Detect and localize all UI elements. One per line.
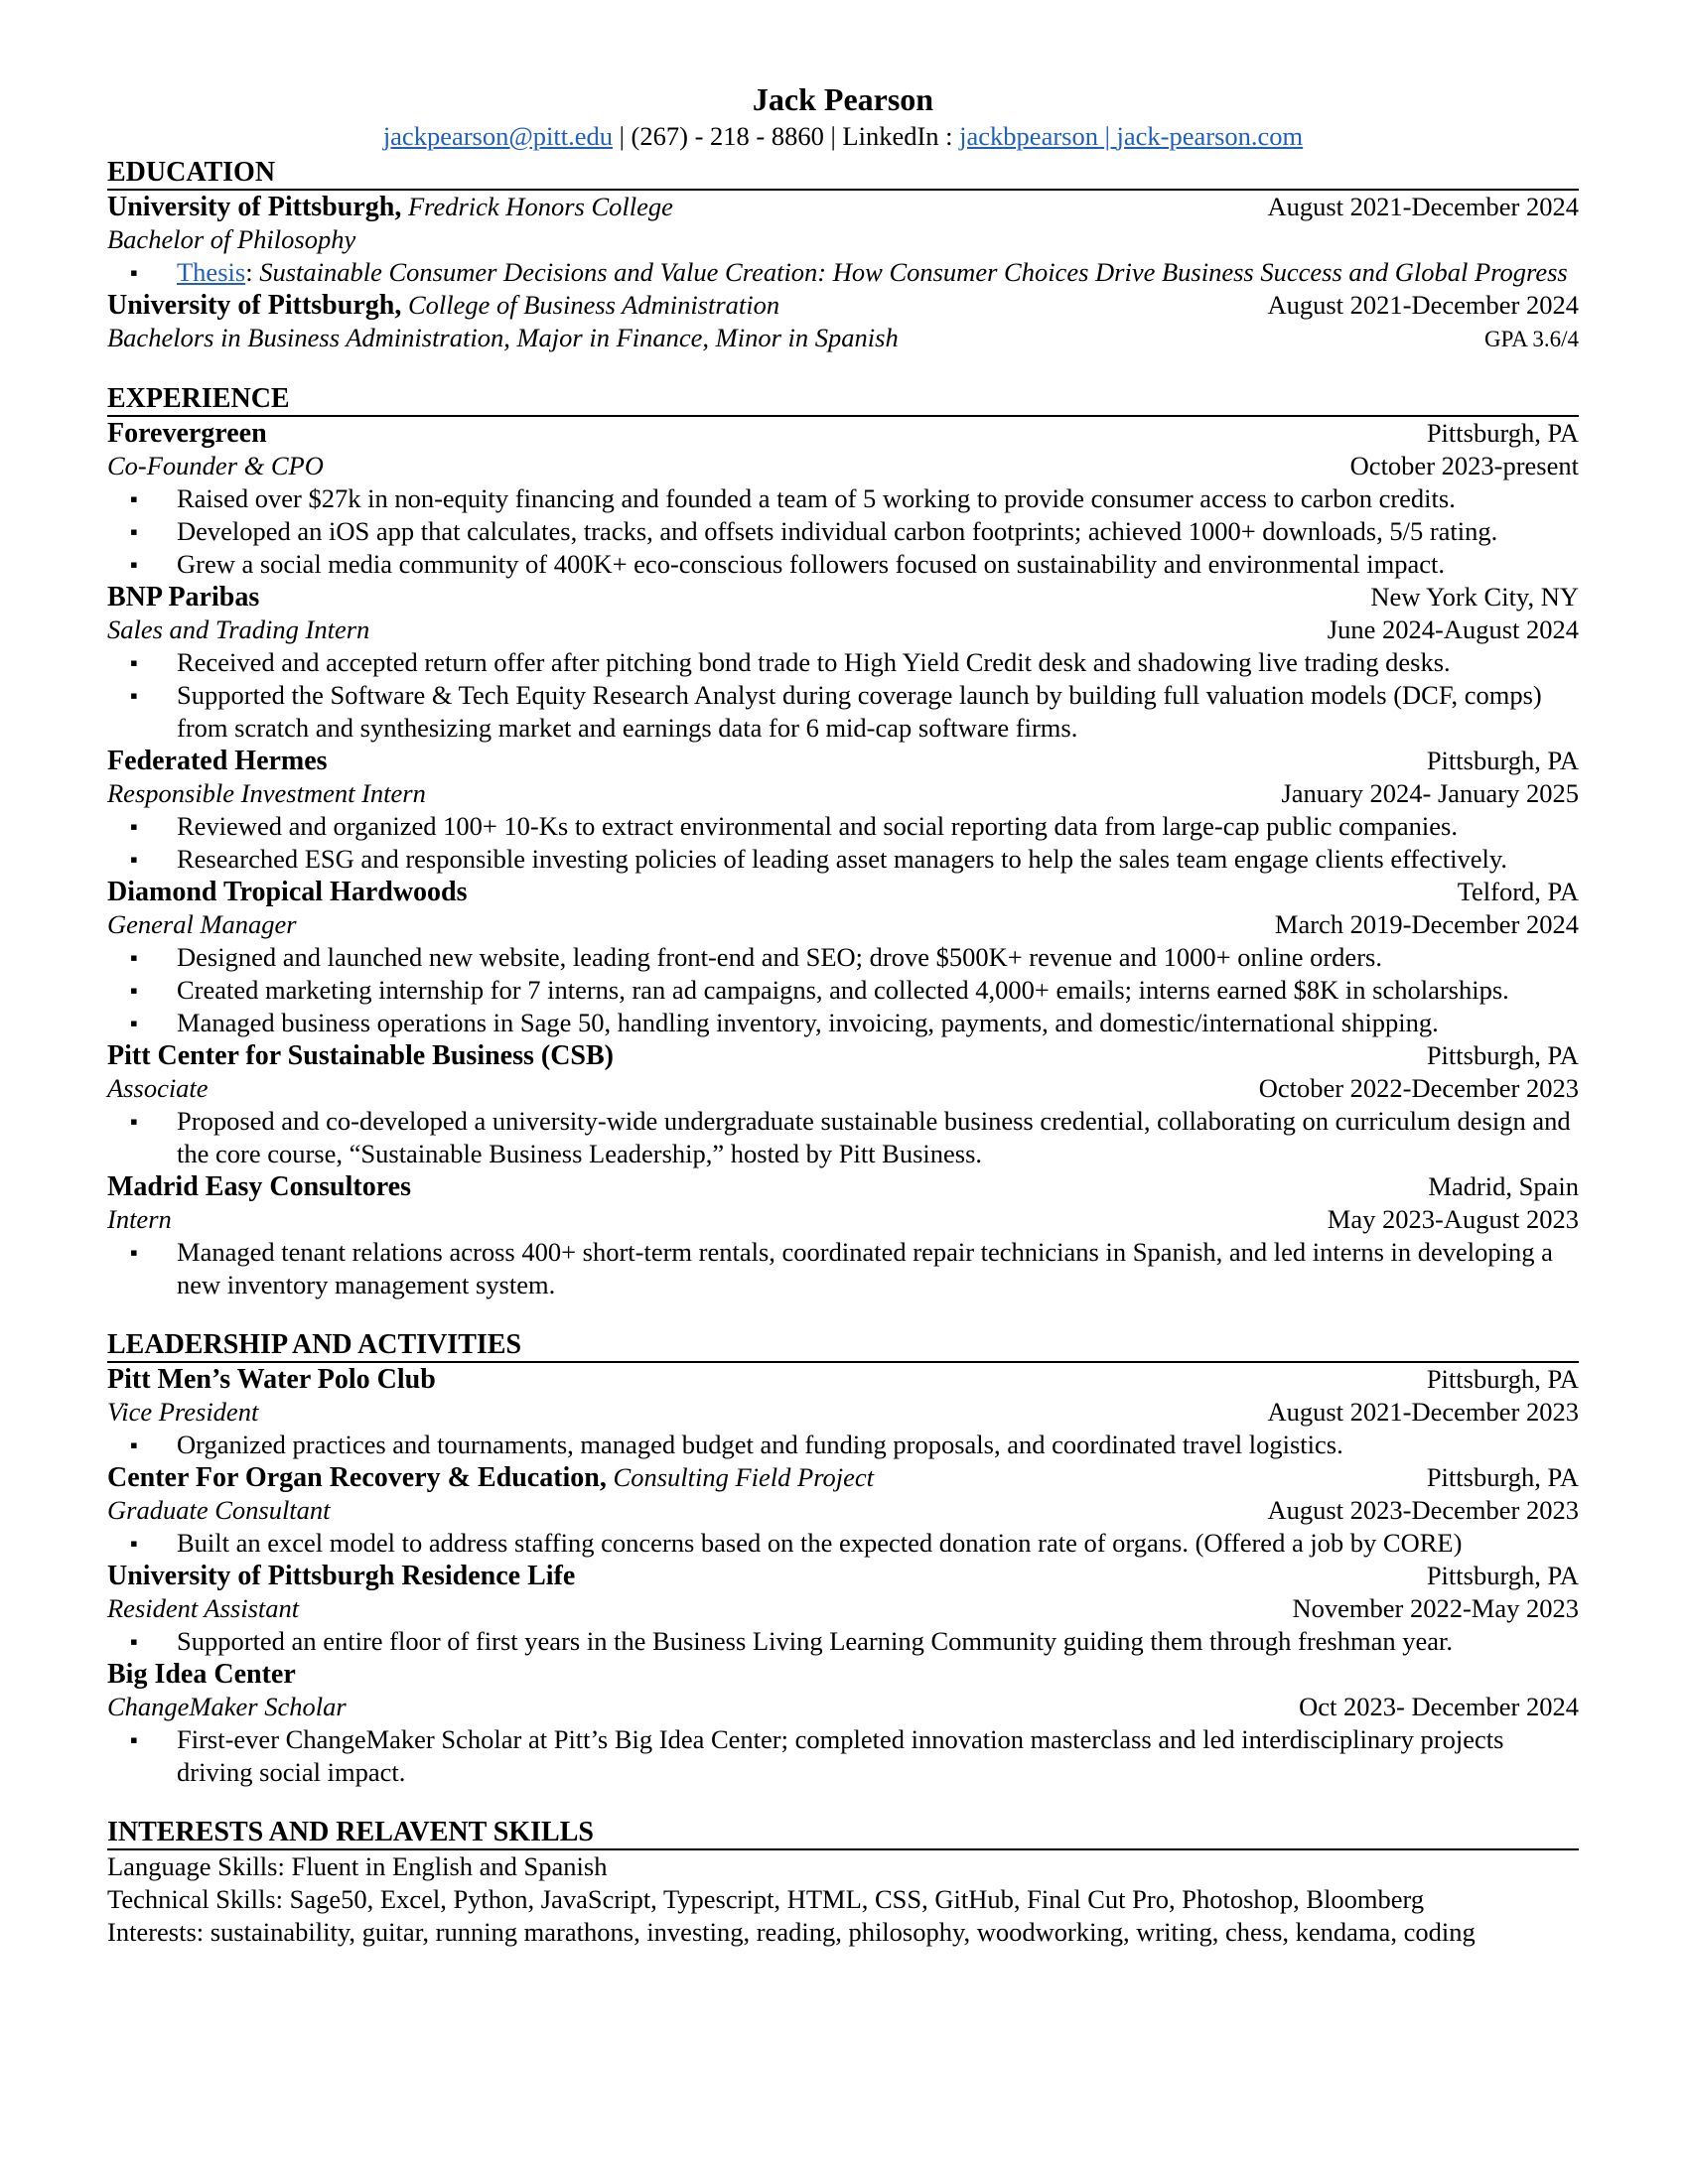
role-title: General Manager bbox=[107, 909, 297, 939]
thesis-item bbox=[177, 256, 1579, 289]
bullet-item: ▪ First-ever ChangeMaker Scholar at Pitt’s Big Idea Center; completed innovation masterclass and led interdisciplinary projects driving social impact. bbox=[177, 1723, 1579, 1789]
leadership-entry bbox=[107, 1658, 1579, 1789]
resume-header bbox=[107, 79, 1579, 153]
bullet-item: ▪ Built an excel model to address staffing concerns based on the expected donation rate of organs. (Offered a job by CORE) bbox=[177, 1527, 1579, 1560]
bullet-list bbox=[107, 1527, 1579, 1560]
technical-skills-line: Technical Skills: Sage50, Excel, Python, JavaScript, Typescript, HTML, CSS, GitHub, Final Cut Pro, Photoshop, Bloomberg bbox=[107, 1884, 1425, 1914]
candidate-name: Jack Pearson bbox=[752, 81, 934, 117]
role-dates: November 2022-May 2023 bbox=[1292, 1593, 1579, 1623]
org-location: New York City, NY bbox=[1370, 582, 1579, 612]
bullet-item: ▪ Developed an iOS app that calculates, tracks, and offsets individual carbon footprints; achieved 1000+ downloads, 5/5 rating. bbox=[177, 515, 1579, 548]
school-name: University of Pittsburgh, bbox=[107, 192, 402, 222]
bullet-list bbox=[107, 1236, 1579, 1301]
role-title: ChangeMaker Scholar bbox=[107, 1692, 347, 1721]
org-location: Pittsburgh, PA bbox=[1426, 1040, 1579, 1070]
bullet-list bbox=[107, 1105, 1579, 1170]
org-location: Pittsburgh, PA bbox=[1426, 1462, 1579, 1492]
education-entry bbox=[107, 289, 1579, 355]
language-skills-line: Language Skills: Fluent in English and Spanish bbox=[107, 1851, 608, 1881]
bullet-list bbox=[107, 1723, 1579, 1789]
linkedin-link[interactable] bbox=[959, 121, 1303, 151]
bullet-item: ▪ Raised over $27k in non-equity financing and founded a team of 5 working to provide consumer access to carbon credits. bbox=[177, 482, 1579, 515]
org-name: Forevergreen bbox=[107, 418, 267, 449]
degree-name: Bachelors in Business Administration, Major in Finance, Minor in Spanish bbox=[107, 323, 899, 352]
role-title: Intern bbox=[107, 1204, 172, 1234]
experience-entry bbox=[107, 876, 1579, 1039]
leadership-title: LEADERSHIP AND ACTIVITIES bbox=[107, 1329, 1579, 1363]
education-dates: August 2021-December 2024 bbox=[1267, 290, 1579, 320]
thesis-link[interactable]: Thesis bbox=[177, 257, 246, 287]
role-title: Vice President bbox=[107, 1397, 259, 1427]
college-name: Fredrick Honors College bbox=[407, 192, 673, 221]
org-location: Pittsburgh, PA bbox=[1426, 1561, 1579, 1590]
education-bullets bbox=[107, 256, 1579, 289]
org-location: Pittsburgh, PA bbox=[1426, 1364, 1579, 1394]
role-dates: August 2021-December 2023 bbox=[1267, 1397, 1579, 1427]
education-entry bbox=[107, 191, 1579, 289]
website-text: jack-pearson.com bbox=[1116, 121, 1304, 151]
org-name: Pitt Men’s Water Polo Club bbox=[107, 1364, 436, 1395]
contact-line bbox=[107, 119, 1579, 153]
thesis-colon: : bbox=[245, 257, 260, 287]
role-title: Co-Founder & CPO bbox=[107, 451, 324, 480]
role-title: Sales and Trading Intern bbox=[107, 614, 370, 644]
experience-entry bbox=[107, 581, 1579, 745]
bullet-item: ▪ Grew a social media community of 400K+ eco-conscious followers focused on sustainability and environmental impact. bbox=[177, 548, 1579, 581]
experience-section bbox=[107, 383, 1579, 1301]
org-name: Big Idea Center bbox=[107, 1659, 296, 1690]
org-name: University of Pittsburgh Residence Life bbox=[107, 1561, 576, 1591]
role-dates: March 2019-December 2024 bbox=[1274, 909, 1579, 939]
org-location: Pittsburgh, PA bbox=[1426, 746, 1579, 775]
college-name: College of Business Administration bbox=[407, 290, 780, 320]
role-dates: May 2023-August 2023 bbox=[1327, 1204, 1579, 1234]
gpa-value: GPA 3.6/4 bbox=[1483, 327, 1579, 351]
bullet-item: ▪ Supported the Software & Tech Equity Research Analyst during coverage launch by building full valuation models (DCF, comps) from scratch and synthesizing market and earnings data for 6 mid-cap software firms. bbox=[177, 679, 1579, 745]
bullet-item: ▪ Managed business operations in Sage 50, handling inventory, invoicing, payments, and domestic/international shipping. bbox=[177, 1007, 1579, 1039]
experience-title: EXPERIENCE bbox=[107, 383, 1579, 417]
leadership-section bbox=[107, 1329, 1579, 1789]
bullet-item: ▪ Received and accepted return offer after pitching bond trade to High Yield Credit desk and shadowing live trading desks. bbox=[177, 646, 1579, 679]
org-name: BNP Paribas bbox=[107, 582, 260, 613]
org-name: Pitt Center for Sustainable Business (CSB) bbox=[107, 1040, 615, 1071]
bullet-list bbox=[107, 1429, 1579, 1461]
experience-entry bbox=[107, 417, 1579, 581]
interests-line: Interests: sustainability, guitar, running marathons, investing, reading, philosophy, woodworking, writing, chess, kendama, coding bbox=[107, 1917, 1476, 1947]
experience-entry bbox=[107, 745, 1579, 876]
org-name: Madrid Easy Consultores bbox=[107, 1171, 411, 1202]
school-name: University of Pittsburgh, bbox=[107, 290, 402, 321]
bullet-list bbox=[107, 646, 1579, 745]
leadership-entry bbox=[107, 1363, 1579, 1461]
org-location: Pittsburgh, PA bbox=[1426, 418, 1579, 448]
org-suffix: Consulting Field Project bbox=[613, 1462, 875, 1492]
bullet-item: ▪ Researched ESG and responsible investing policies of leading asset managers to help the sales team engage clients effectively. bbox=[177, 843, 1579, 876]
bullet-list bbox=[107, 810, 1579, 876]
education-section bbox=[107, 157, 1579, 355]
linkedin-text: jackbpearson bbox=[959, 121, 1098, 151]
education-dates: August 2021-December 2024 bbox=[1267, 192, 1579, 221]
email-link[interactable]: jackpearson@pitt.edu bbox=[382, 121, 613, 151]
org-name: Center For Organ Recovery & Education, bbox=[107, 1462, 607, 1493]
experience-entry bbox=[107, 1039, 1579, 1170]
org-location: Madrid, Spain bbox=[1428, 1171, 1579, 1201]
role-dates: Oct 2023- December 2024 bbox=[1299, 1692, 1579, 1721]
bullet-list bbox=[107, 1625, 1579, 1658]
resume-content bbox=[107, 79, 1579, 1949]
skills-title: INTERESTS AND RELAVENT SKILLS bbox=[107, 1817, 1579, 1850]
bullet-item: ▪ Designed and launched new website, leading front-end and SEO; drove $500K+ revenue and 1000+ online orders. bbox=[177, 941, 1579, 974]
role-dates: June 2024-August 2024 bbox=[1327, 614, 1579, 644]
bullet-item: ▪ Created marketing internship for 7 interns, ran ad campaigns, and collected 4,000+ emails; interns earned $8K in scholarships. bbox=[177, 974, 1579, 1007]
bullet-item: ▪ Reviewed and organized 100+ 10-Ks to extract environmental and social reporting data from large-cap public companies. bbox=[177, 810, 1579, 843]
leadership-entry bbox=[107, 1461, 1579, 1560]
role-title: Associate bbox=[107, 1073, 209, 1103]
role-dates: October 2022-December 2023 bbox=[1258, 1073, 1579, 1103]
role-title: Graduate Consultant bbox=[107, 1495, 331, 1525]
org-location: Telford, PA bbox=[1457, 877, 1579, 906]
bullet-item: ▪ Supported an entire floor of first years in the Business Living Learning Community guiding them through freshman year. bbox=[177, 1625, 1579, 1658]
bullet-list bbox=[107, 941, 1579, 1039]
role-dates: October 2023-present bbox=[1349, 451, 1579, 480]
thesis-title: Sustainable Consumer Decisions and Value Creation: How Consumer Choices Drive Business Success and Global Progress bbox=[259, 257, 1568, 287]
bullet-item: ▪ Proposed and co-developed a university-wide undergraduate sustainable business credential, collaborating on curriculum design and the core course, “Sustainable Business Leadership,” hosted by Pitt Business. bbox=[177, 1105, 1579, 1170]
leadership-entry bbox=[107, 1560, 1579, 1658]
bullet-list bbox=[107, 482, 1579, 581]
skills-section bbox=[107, 1817, 1579, 1949]
experience-entry bbox=[107, 1170, 1579, 1301]
phone-text: | (267) - 218 - 8860 | LinkedIn : bbox=[613, 121, 960, 151]
org-name: Diamond Tropical Hardwoods bbox=[107, 877, 468, 907]
link-separator: | bbox=[1097, 121, 1117, 151]
role-title: Responsible Investment Intern bbox=[107, 778, 426, 808]
role-dates: August 2023-December 2023 bbox=[1267, 1495, 1579, 1525]
education-title: EDUCATION bbox=[107, 157, 1579, 191]
bullet-item: ▪ Managed tenant relations across 400+ short-term rentals, coordinated repair technicians in Spanish, and led interns in developing a new inventory management system. bbox=[177, 1236, 1579, 1301]
degree-name: Bachelor of Philosophy bbox=[107, 224, 356, 254]
bullet-item: ▪ Organized practices and tournaments, managed budget and funding proposals, and coordinated travel logistics. bbox=[177, 1429, 1579, 1461]
org-name: Federated Hermes bbox=[107, 746, 328, 776]
role-title: Resident Assistant bbox=[107, 1593, 300, 1623]
role-dates: January 2024- January 2025 bbox=[1281, 778, 1579, 808]
